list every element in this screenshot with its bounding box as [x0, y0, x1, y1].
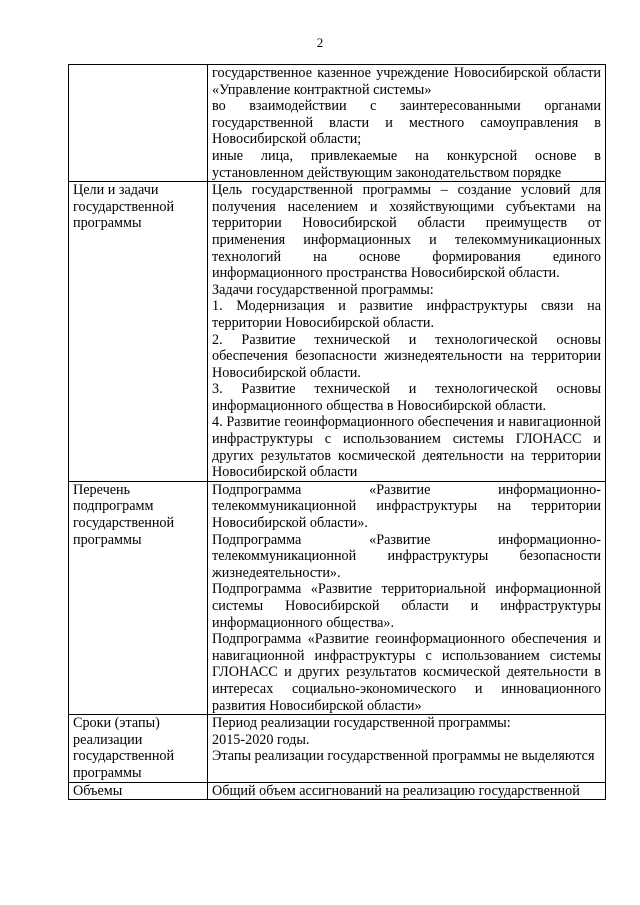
table-row-executors: [69, 65, 606, 182]
table-row-timeline: [69, 715, 606, 782]
row-label: [69, 65, 208, 182]
paragraph: Этапы реализации государственной программы не выделяются: [212, 748, 595, 765]
row-content: [208, 182, 606, 482]
row-content: [208, 65, 606, 182]
table-row-volumes: [69, 782, 606, 800]
row-content: [208, 715, 606, 782]
paragraph: 1. Модернизация и развитие инфраструктуры связи на территории Новосибирской области.: [212, 298, 601, 331]
row-content: [208, 782, 606, 800]
paragraph: Подпрограмма «Развитие информационно-телекоммуникационной инфраструктуры на территории Новосибирской области».: [212, 481, 601, 532]
paragraph: Общий объем ассигнований на реализацию государственной: [212, 782, 580, 799]
paragraph: Задачи государственной программы:: [212, 281, 434, 298]
paragraph: иные лица, привлекаемые на конкурсной основе в установленном действующим законодательством порядке: [212, 147, 601, 181]
paragraph: 3. Развитие технической и технологической основы информационного общества в Новосибирской области.: [212, 381, 601, 414]
table-row-subprograms: [69, 481, 606, 714]
paragraph: Цель государственной программы – создание условий для получения населением и хозяйствующими субъектами на территории Новосибирской области преимуществ от применения информационных и телекоммуникационных технологий на основе формирования единого информационного пространства Новосибирской области.: [212, 182, 601, 282]
page-number: 2: [316, 35, 324, 50]
row-content: [208, 481, 606, 714]
paragraph: Подпрограмма «Развитие геоинформационного обеспечения и навигационной инфраструктуры с использованием системы ГЛОНАСС и других результатов космической деятельности в интересах социально-экономического и инновационного развития Новосибирской области»: [212, 631, 601, 714]
table-row-goals-and-tasks: [69, 182, 606, 482]
paragraph: Период реализации государственной программы:: [212, 715, 511, 732]
row-label: Сроки (этапы) реализации государственной программы: [69, 715, 208, 782]
paragraph: государственное казенное учреждение Новосибирской области «Управление контрактной системы»: [212, 65, 601, 98]
row-label: Цели и задачи государственной программы: [69, 182, 208, 482]
paragraph: Подпрограмма «Развитие территориальной информационной системы Новосибирской области и инфраструктуры информационного общества».: [212, 581, 601, 631]
paragraph: во взаимодействии с заинтересованными органами государственной власти и местного самоуправления в Новосибирской области;: [212, 98, 601, 148]
row-label: Объемы: [69, 782, 208, 800]
row-label: Перечень подпрограмм государственной программы: [69, 481, 208, 714]
paragraph: 2. Развитие технической и технологической основы обеспечения безопасности жизнедеятельности на территории Новосибирской области.: [212, 331, 601, 381]
paragraph: 2015-2020 годы.: [212, 731, 310, 748]
paragraph: 4. Развитие геоинформационного обеспечения и навигационной инфраструктуры с использованием системы ГЛОНАСС и других результатов космической деятельности на территории Новосибирской области: [212, 414, 601, 481]
paragraph: Подпрограмма «Развитие информационно-телекоммуникационной инфраструктуры безопасности жизнедеятельности».: [212, 531, 601, 581]
program-passport-table: [68, 64, 606, 800]
